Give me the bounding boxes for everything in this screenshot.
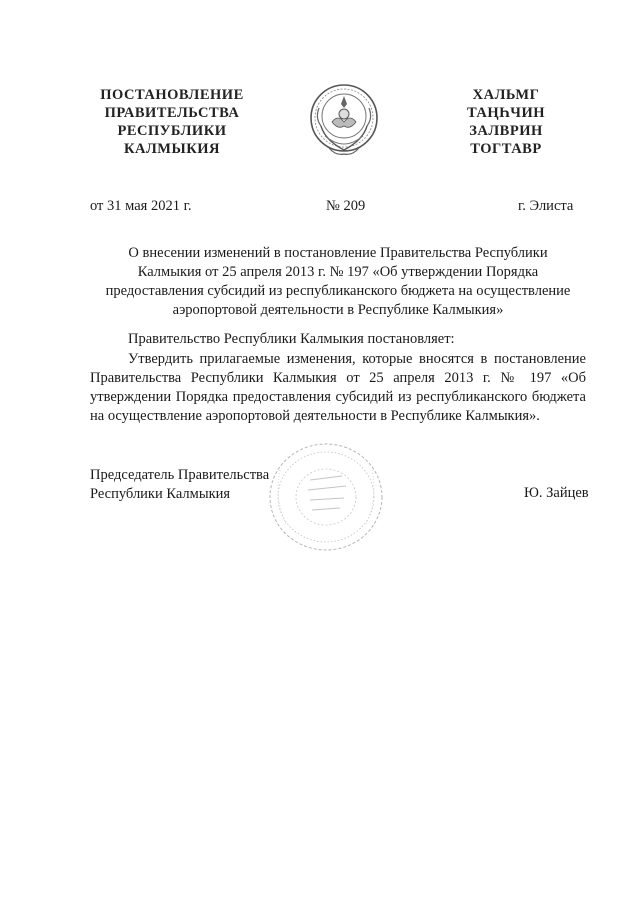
- header-right-line: ЗАЛВРИН: [469, 123, 543, 139]
- signer-position-line: Председатель Правительства: [90, 467, 270, 483]
- header-right-title: [450, 86, 562, 158]
- header-left-title: [82, 86, 262, 158]
- title-line: предоставления субсидий из республиканского бюджета на осуществление: [105, 283, 571, 299]
- header-left-line: РЕСПУБЛИКИ: [117, 123, 227, 139]
- preamble-paragraph: Правительство Республики Калмыкия постановляет:: [128, 331, 455, 347]
- document-body: [90, 330, 586, 426]
- document-city: г. Элиста: [518, 198, 574, 214]
- signer-name: Ю. Зайцев: [524, 485, 589, 501]
- header-right-line: ХАЛЬМГ: [472, 87, 540, 103]
- signer-position-line: Республики Калмыкия: [90, 486, 231, 502]
- header-right-line: ТАҢҺЧИН: [466, 105, 546, 121]
- signer-position: [90, 466, 269, 504]
- title-line: аэропортовой деятельности в Республике Калмыкия»: [172, 302, 504, 318]
- header-left-line: КАЛМЫКИЯ: [124, 141, 220, 157]
- document-number: № 209: [326, 198, 366, 214]
- title-line: Калмыкия от 25 апреля 2013 г. № 197 «Об утверждении Порядка: [137, 264, 539, 280]
- header-left-line: ПРАВИТЕЛЬСТВА: [104, 105, 240, 121]
- document-date: от 31 мая 2021 г.: [90, 198, 192, 214]
- official-stamp-icon: [266, 440, 386, 555]
- header-right-line: ТОГТАВР: [470, 141, 542, 157]
- resolution-paragraph: Утвердить прилагаемые изменения, которые вносятся в постановление Правительства Республики Калмыкия от 25 апреля 2013 г. № 197 «Об утверждении Порядка предоставления субсидий из республиканского бюджета на осуществление аэропортовой деятельности в Республике Калмыкия».: [90, 351, 586, 424]
- header-left-line: ПОСТАНОВЛЕНИЕ: [100, 87, 244, 103]
- kalmykia-coat-of-arms-icon: [305, 78, 383, 160]
- document-title: [90, 244, 586, 320]
- title-line: О внесении изменений в постановление Правительства Республики: [128, 245, 548, 261]
